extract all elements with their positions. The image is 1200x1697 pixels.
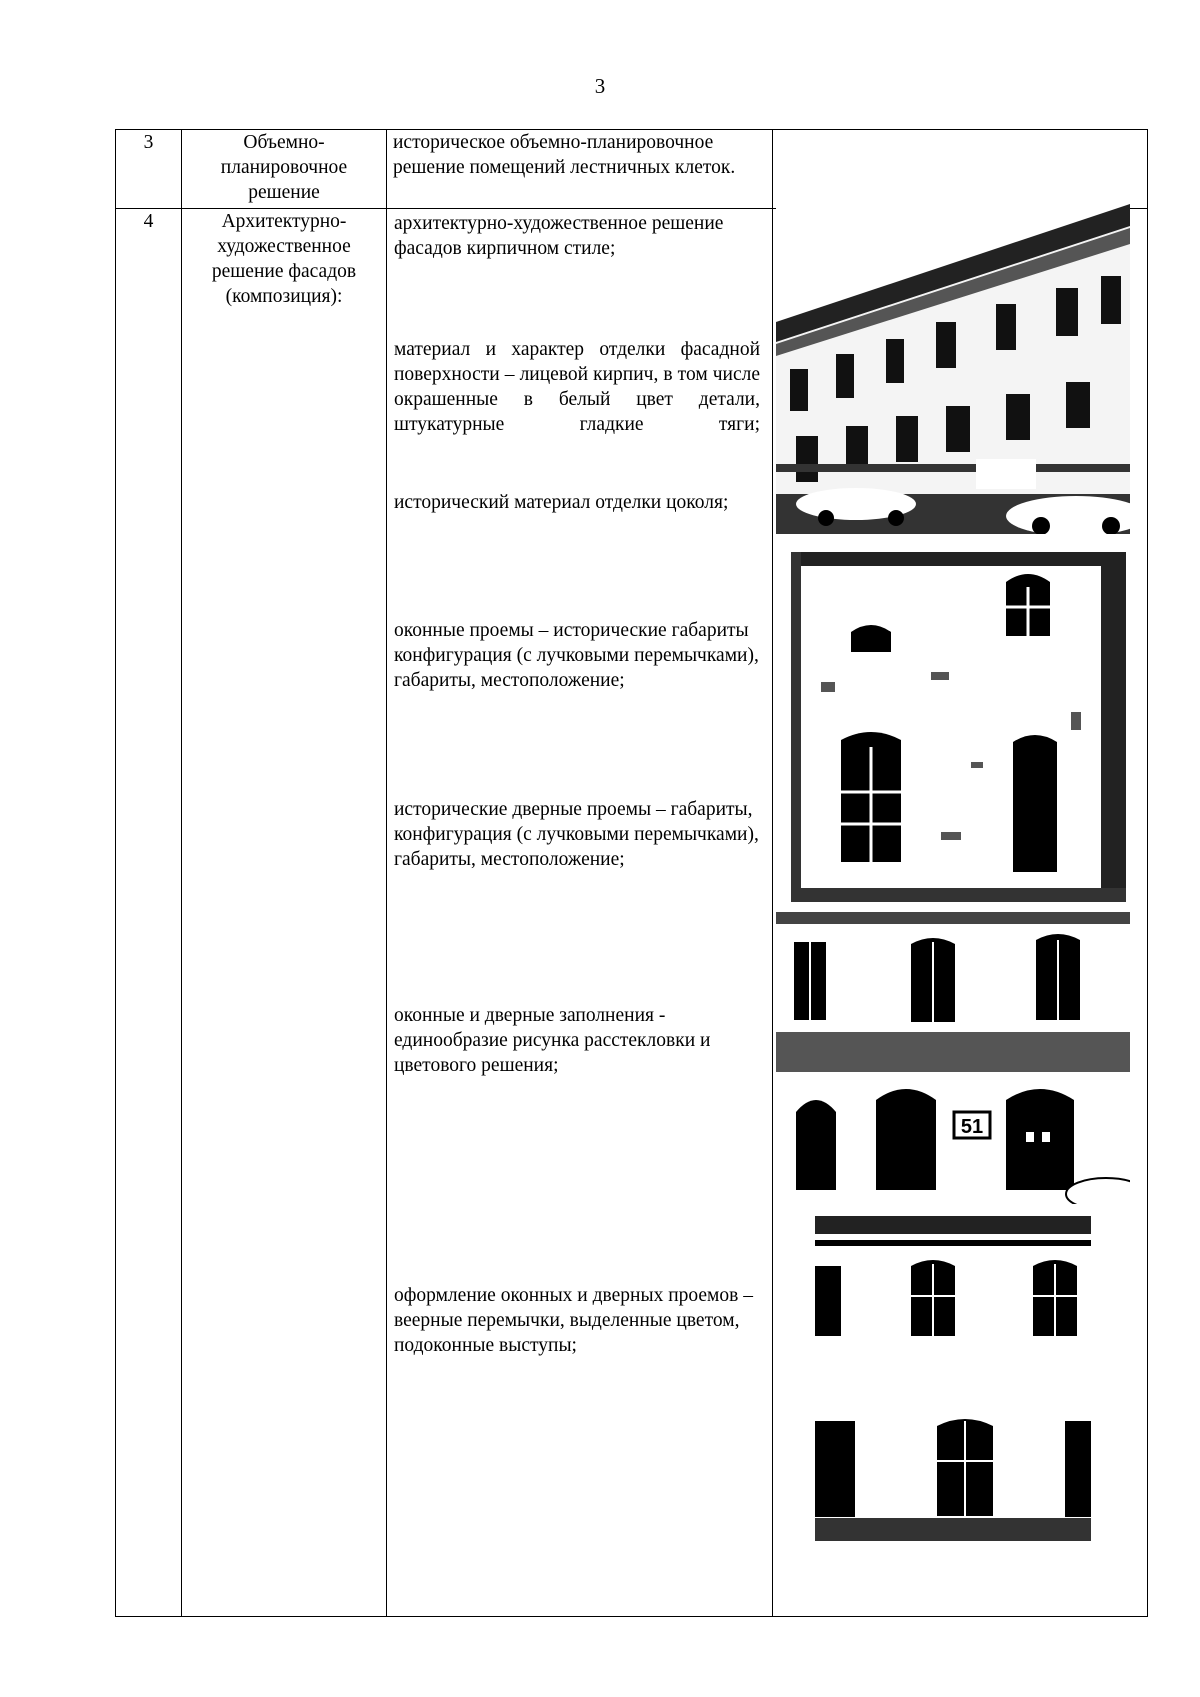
page-number: 3: [594, 74, 606, 98]
doors-windows-photo: [776, 912, 1130, 1204]
windows-wall-photo: [791, 552, 1126, 902]
row-title: Архитектурно-художественное решение фасадов (композиция):: [182, 209, 387, 1617]
facade-photo: [776, 204, 1130, 534]
feature-item: исторический материал отделки цоколя;: [394, 492, 729, 513]
row-number: 3: [116, 130, 182, 209]
feature-item: оконные проемы – исторические габариты конфигурация (с лучковыми перемычками), габариты, местоположение;: [394, 620, 759, 691]
window-decoration-photo: [815, 1216, 1091, 1541]
feature-item: исторические дверные проемы – габариты, конфигурация (с лучковыми перемычками), габариты, местоположение;: [394, 799, 759, 870]
feature-item: материал и характер отделки фасадной поверхности – лицевой кирпич, в том числе окрашенные в белый цвет детали, штукатурные гладкие тяги;: [394, 339, 760, 435]
row-number: 4: [116, 209, 182, 1617]
row-description: историческое объемно-планировочное решение помещений лестничных клеток.: [387, 130, 773, 209]
feature-item: оконные и дверные заполнения - единообразие рисунка расстекловки и цветового решения;: [394, 1005, 711, 1076]
row-title: Объемно-планировочное решение: [182, 130, 387, 209]
feature-item: оформление оконных и дверных проемов – веерные перемычки, выделенные цветом, подоконные выступы;: [394, 1285, 753, 1356]
table-row: [116, 130, 1148, 209]
photo-cell: [773, 130, 1148, 209]
house-number-sign: 51: [960, 1116, 984, 1138]
feature-item: архитектурно-художественное решение фасадов кирпичном стиле;: [394, 213, 724, 259]
